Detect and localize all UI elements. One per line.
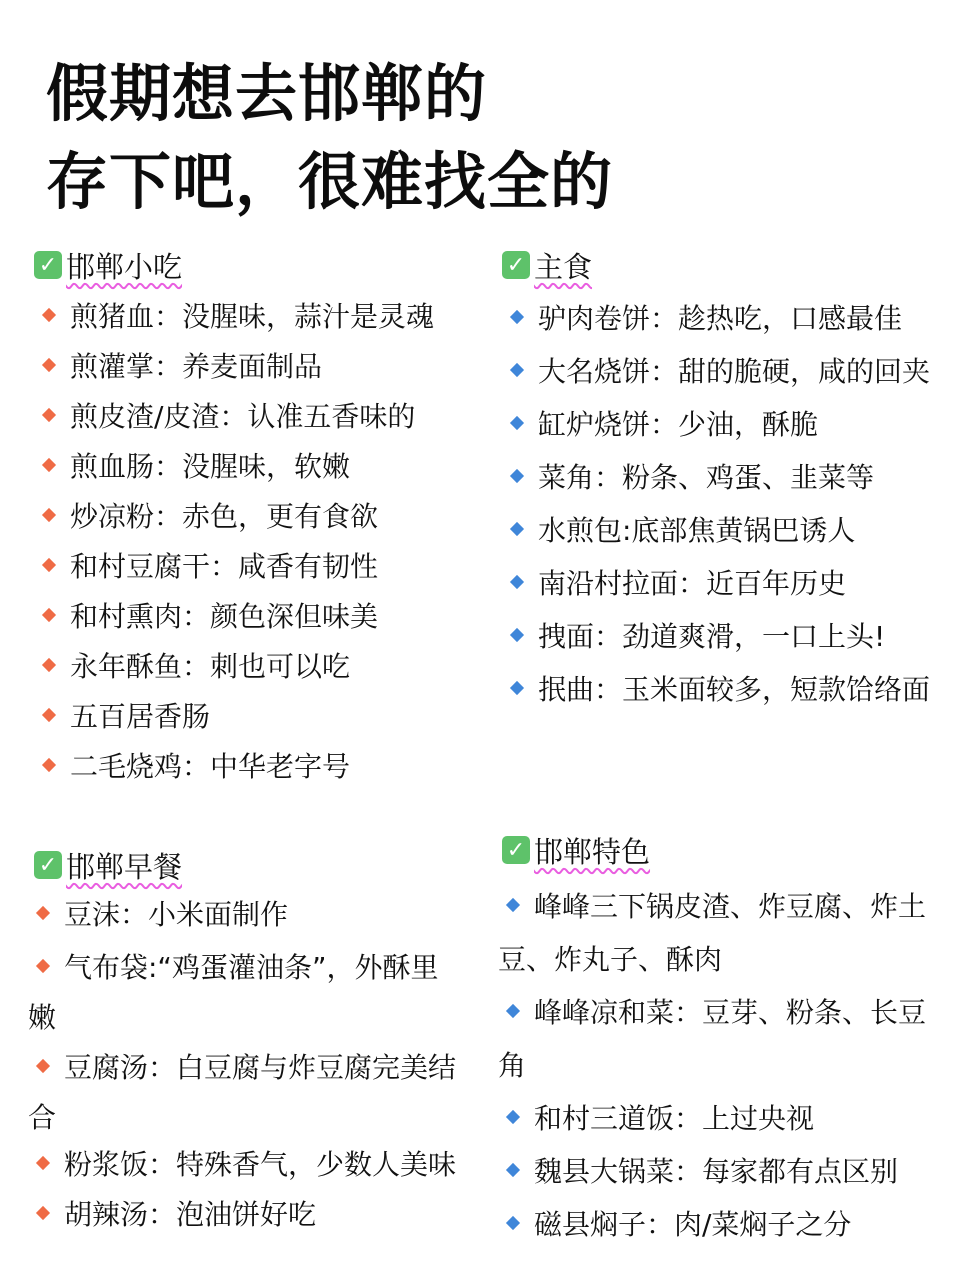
- list-item: 驴肉卷饼：趁热吃，口感最佳: [502, 297, 942, 350]
- blue-diamond-icon: [510, 575, 524, 589]
- orange-diamond-icon: [42, 608, 56, 622]
- orange-diamond-icon: [36, 1206, 50, 1220]
- orange-diamond-icon: [42, 658, 56, 672]
- section-title: 邯郸早餐: [66, 849, 183, 884]
- list-item: 抿曲：玉米面较多，短款饸络面: [502, 668, 942, 721]
- list-item: 胡辣汤：泡油饼好吃: [28, 1193, 464, 1243]
- list-item: 豆腐汤：白豆腐与炸豆腐完美结合: [28, 1051, 457, 1134]
- list-item: 气布袋:“鸡蛋灌油条”，外酥里嫩: [28, 951, 439, 1034]
- section-title: 邯郸特色: [534, 834, 651, 869]
- list-item: 峰峰三下锅皮渣、炸豆腐、炸土豆、炸丸子、酥肉: [498, 890, 927, 976]
- orange-diamond-icon: [42, 708, 56, 722]
- list-item: 五百居香肠: [34, 695, 474, 745]
- orange-diamond-icon: [36, 1059, 50, 1073]
- orange-diamond-icon: [42, 758, 56, 772]
- list-item: 二毛烧鸡：中华老字号: [34, 745, 474, 795]
- orange-diamond-icon: [36, 906, 50, 920]
- section-staple: [502, 245, 942, 721]
- list-item: 峰峰凉和菜：豆芽、粉条、长豆角: [498, 996, 927, 1082]
- list-item: 南沿村拉面：近百年历史: [502, 562, 942, 615]
- section-header: [502, 245, 942, 285]
- blue-diamond-icon: [506, 1163, 520, 1177]
- list-item: 拽面：劲道爽滑，一口上头!: [502, 615, 942, 668]
- list-item: 煎血肠：没腥味，软嫩: [34, 445, 474, 495]
- orange-diamond-icon: [42, 358, 56, 372]
- orange-diamond-icon: [36, 959, 50, 973]
- orange-diamond-icon: [36, 1156, 50, 1170]
- list-item: 豆沫：小米面制作: [28, 893, 464, 943]
- list-item: 菜角：粉条、鸡蛋、韭菜等: [502, 456, 942, 509]
- list-item: 缸炉烧饼：少油，酥脆: [502, 403, 942, 456]
- check-box-icon: ✓: [502, 251, 530, 279]
- blue-diamond-icon: [510, 416, 524, 430]
- page-title: [46, 50, 613, 226]
- list-item: 永年酥鱼：刺也可以吃: [34, 645, 474, 695]
- section-title: 主食: [534, 249, 593, 284]
- list-item: 磁县焖子：肉/菜焖子之分: [498, 1198, 932, 1251]
- blue-diamond-icon: [510, 628, 524, 642]
- section-header: [34, 845, 464, 885]
- list-item: 魏县大锅菜：每家都有点区别: [498, 1145, 932, 1198]
- blue-diamond-icon: [510, 363, 524, 377]
- list-item: 炒凉粉：赤色，更有食欲: [34, 495, 474, 545]
- blue-diamond-icon: [506, 1110, 520, 1124]
- list-item: 大名烧饼：甜的脆硬，咸的回夹: [502, 350, 942, 403]
- blue-diamond-icon: [506, 898, 520, 912]
- list-item: 水煎包:底部焦黄锅巴诱人: [502, 509, 942, 562]
- title-line-2: 存下吧，很难找全的: [46, 145, 614, 218]
- section-special: [498, 830, 932, 1251]
- list-item: 煎皮渣/皮渣：认准五香味的: [34, 395, 474, 445]
- blue-diamond-icon: [510, 522, 524, 536]
- list-item: 煎猪血：没腥味，蒜汁是灵魂: [34, 295, 474, 345]
- blue-diamond-icon: [506, 1216, 520, 1230]
- title-line-1: 假期想去邯郸的: [46, 57, 488, 130]
- list-item: 和村豆腐干：咸香有韧性: [34, 545, 474, 595]
- blue-diamond-icon: [506, 1004, 520, 1018]
- section-header: [34, 245, 474, 285]
- check-box-icon: ✓: [34, 851, 62, 879]
- orange-diamond-icon: [42, 408, 56, 422]
- list-item: 和村熏肉：颜色深但味美: [34, 595, 474, 645]
- orange-diamond-icon: [42, 458, 56, 472]
- list-item: 煎灌掌：养麦面制品: [34, 345, 474, 395]
- orange-diamond-icon: [42, 558, 56, 572]
- section-snacks: [34, 245, 474, 795]
- list-item: 和村三道饭：上过央视: [498, 1092, 932, 1145]
- check-box-icon: ✓: [502, 836, 530, 864]
- blue-diamond-icon: [510, 469, 524, 483]
- check-box-icon: ✓: [34, 251, 62, 279]
- blue-diamond-icon: [510, 310, 524, 324]
- section-breakfast: [28, 845, 464, 1243]
- blue-diamond-icon: [510, 681, 524, 695]
- list-item: 粉浆饭：特殊香气，少数人美味: [28, 1143, 464, 1193]
- orange-diamond-icon: [42, 508, 56, 522]
- section-header: [502, 830, 932, 870]
- section-title: 邯郸小吃: [66, 249, 183, 284]
- orange-diamond-icon: [42, 308, 56, 322]
